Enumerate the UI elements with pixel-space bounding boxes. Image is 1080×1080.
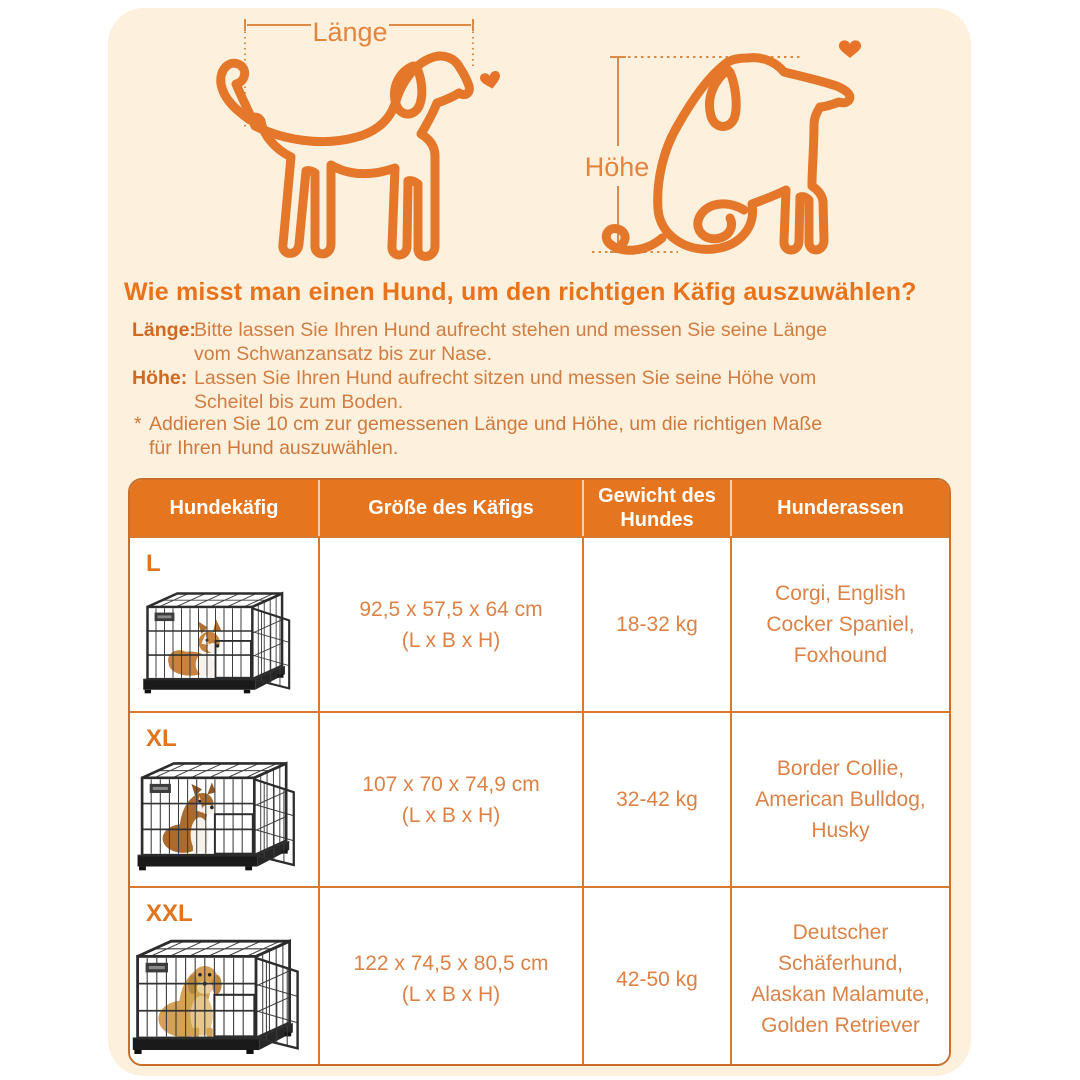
breeds-xxl: Deutscher Schäferhund, Alaskan Malamute, Golden Retriever [751, 921, 930, 1037]
table-row-xxl-breeds-cell [732, 886, 949, 1066]
table-row-xxl-cage-cell [130, 886, 320, 1066]
height-instruction [132, 366, 877, 414]
height-instruction-label: Höhe: [132, 367, 188, 389]
infographic-card [108, 8, 971, 1076]
table-row-xl-cage-cell [130, 711, 320, 886]
heart-icon [839, 40, 861, 58]
column-header-breeds: Hunderassen [732, 480, 949, 536]
table-row-l-weight-cell [584, 536, 732, 711]
dimension-legend-l: (L x B x H) [401, 628, 501, 652]
note-asterisk: * [134, 413, 142, 435]
column-header-dog-weight: Gewicht des Hundes [584, 480, 732, 536]
cage-photo-xl-with-border-collie [133, 749, 315, 886]
height-measurement-diagram [578, 28, 888, 276]
breeds-xl: Border Collie, American Bulldog, Husky [755, 757, 926, 842]
table-row-xxl-size-cell [320, 886, 584, 1066]
page-title: Wie misst man einen Hund, um den richtigen Käfig auszuwählen? [124, 278, 917, 306]
breeds-l: Corgi, English Cocker Spaniel, Foxhound [766, 582, 915, 667]
standing-dog-outline [221, 56, 470, 256]
length-instruction-label: Länge: [132, 319, 196, 341]
table-row-xl-weight-cell [584, 711, 732, 886]
cage-photo-xxl-with-golden-retriever [128, 926, 320, 1066]
size-comparison-table [128, 478, 951, 1066]
table-row-xl-breeds-cell [732, 711, 949, 886]
length-measurement-diagram [203, 16, 513, 268]
column-header-cage-size: Größe des Käfigs [320, 480, 584, 536]
length-label: Länge [312, 17, 388, 48]
cage-size-xl: 107 x 70 x 74,9 cm [362, 772, 540, 796]
length-instruction [132, 318, 877, 366]
table-row-l-cage-cell [130, 536, 320, 711]
table-row-xl-size-cell [320, 711, 584, 886]
height-instruction-text: Lassen Sie Ihren Hund aufrecht sitzen und messen Sie seine Höhe vom Scheitel bis zum Boden. [194, 367, 817, 413]
dimension-legend-xl: (L x B x H) [401, 803, 501, 827]
cage-photo-l-with-corgi [139, 580, 309, 708]
height-label: Höhe [584, 152, 650, 183]
size-label-xxl: XXL [146, 900, 193, 927]
weight-l: 18-32 kg [616, 613, 698, 636]
weight-xxl: 42-50 kg [616, 967, 698, 991]
column-header-cage: Hundekäfig [130, 480, 320, 536]
measuring-instructions [132, 318, 877, 414]
cage-size-l: 92,5 x 57,5 x 64 cm [359, 597, 543, 621]
size-label-l: L [146, 550, 161, 577]
sizing-note [134, 412, 850, 460]
table-row-l-breeds-cell [732, 536, 949, 711]
dimension-legend-xxl: (L x B x H) [401, 983, 501, 1006]
heart-icon [479, 70, 502, 91]
size-label-xl: XL [146, 725, 177, 752]
note-text: Addieren Sie 10 cm zur gemessenen Länge und Höhe, um die richtigen Maße für Ihren Hund auszuwählen. [149, 413, 823, 459]
weight-xl: 32-42 kg [616, 788, 698, 811]
length-instruction-text: Bitte lassen Sie Ihren Hund aufrecht stehen und messen Sie seine Länge vom Schwanzansatz bis zur Nase. [194, 319, 828, 365]
table-row-xxl-weight-cell [584, 886, 732, 1066]
cage-size-xxl: 122 x 74,5 x 80,5 cm [353, 952, 549, 975]
table-row-l-size-cell [320, 536, 584, 711]
